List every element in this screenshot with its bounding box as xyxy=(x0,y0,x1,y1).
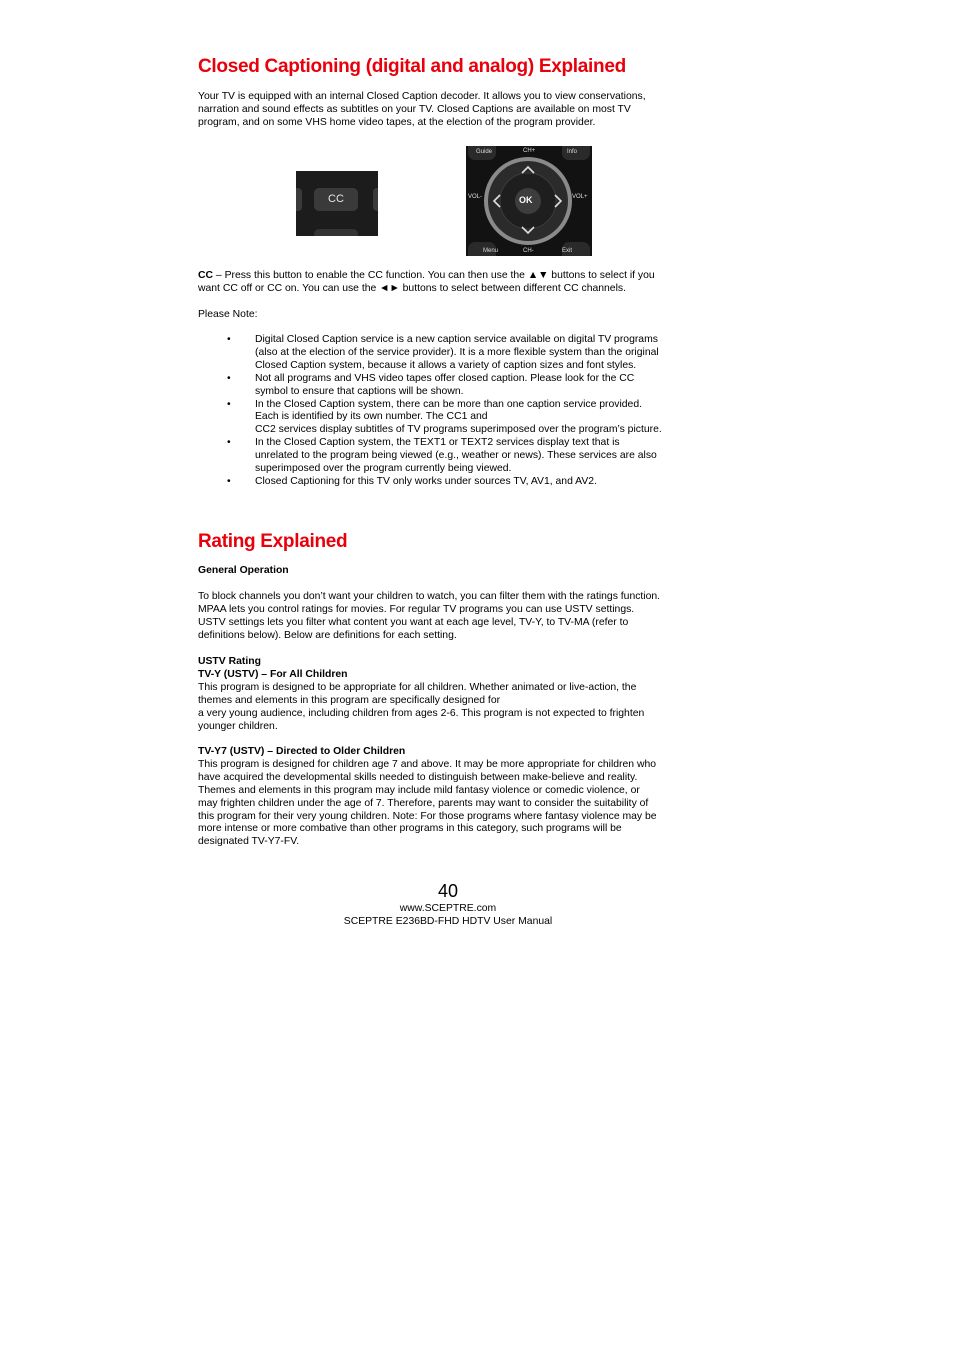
text-line: Digital Closed Caption service is a new caption service available on digital TV programs xyxy=(255,334,658,345)
remote-dpad-image xyxy=(466,146,592,256)
text-line: CC2 services display subtitles of TV programs superimposed over the program’s picture. xyxy=(255,424,662,436)
text-line: narration and sound effects as subtitles on your TV. Closed Captions are available on most TV xyxy=(198,103,631,115)
remote-cc-button-image xyxy=(296,171,378,236)
bullet-icon: • xyxy=(227,475,231,487)
vol-up-label: VOL+ xyxy=(572,194,588,200)
bullet-icon: • xyxy=(227,398,231,410)
text-line: superimposed over the program currently being viewed. xyxy=(255,463,512,475)
cc-intro-paragraph xyxy=(198,91,708,130)
general-operation-heading: General Operation xyxy=(198,565,289,576)
bullet-icon: • xyxy=(227,334,231,345)
text-line: (also at the election of the service provider). It is a more flexible system than the original xyxy=(255,346,659,358)
text-line: Closed Captioning for this TV only works under sources TV, AV1, and AV2. xyxy=(255,475,597,487)
ch-up-label: CH+ xyxy=(523,148,536,154)
text-line: This program is designed for children age 7 and above. It may be more appropriate for children who xyxy=(198,758,657,770)
text-line: may frighten children under the age of 7. Therefore, parents may want to consider the suitability of xyxy=(198,797,649,809)
list-item xyxy=(198,334,708,373)
remote-key-left-edge xyxy=(296,188,302,211)
text-line: In the Closed Caption system, the TEXT1 or TEXT2 services display text that is xyxy=(255,437,620,449)
text-fragment: – Press this button to enable the CC function. You can then use the ▲▼ buttons to select if you xyxy=(213,270,655,281)
tvy7-heading: TV-Y7 (USTV) – Directed to Older Children xyxy=(198,746,406,757)
text-line: USTV settings lets you filter what content you want at each age level, TV-Y, to TV-MA (refer to xyxy=(198,616,629,628)
ch-down-label: CH- xyxy=(523,248,534,254)
list-item xyxy=(198,399,708,438)
text-line: definitions below). Below are definitions for each setting. xyxy=(198,629,457,641)
text-line: Each is identified by its own number. The CC1 and xyxy=(255,411,488,423)
general-operation-paragraph xyxy=(198,591,708,643)
footer-website: www.SCEPTRE.com xyxy=(399,903,497,914)
text-line: In the Closed Caption system, there can be more than one caption service provided. xyxy=(255,398,642,410)
ustv-rating-heading: USTV Rating xyxy=(198,656,261,667)
text-line: To block channels you don’t want your children to watch, you can filter them with the ratings function. xyxy=(198,591,661,602)
text-line: this program for their very young children. Note: For those programs where fantasy violence may be xyxy=(198,810,657,822)
cc-button-graphic: CC xyxy=(314,188,358,211)
text-line: more intense or more combative than other programs in this category, such programs will be xyxy=(198,823,622,835)
info-label: Info xyxy=(567,149,578,155)
please-note-label: Please Note: xyxy=(198,309,258,320)
cc-term: CC xyxy=(198,270,214,281)
vol-down-label: VOL- xyxy=(468,194,483,200)
cc-description-paragraph xyxy=(198,270,708,296)
text-line: Not all programs and VHS video tapes offer closed caption. Please look for the CC xyxy=(255,372,635,384)
section-title-closed-captioning: Closed Captioning (digital and analog) Explained xyxy=(198,56,626,77)
bullet-icon: • xyxy=(227,372,231,384)
list-item xyxy=(198,373,708,399)
text-line: have acquired the developmental skills needed to distinguish between make-believe and reality. xyxy=(198,771,638,783)
tvy-heading: TV-Y (USTV) – For All Children xyxy=(198,668,348,680)
text-line: Themes and elements in this program may include mild fantasy violence or comedic violence, or xyxy=(198,784,640,796)
guide-label: Guide xyxy=(476,149,493,155)
footer-manual-title: SCEPTRE E236BD-FHD HDTV User Manual xyxy=(343,916,553,927)
menu-label: Menu xyxy=(483,248,499,254)
tvy7-block xyxy=(198,746,708,849)
list-item xyxy=(198,437,708,476)
list-item xyxy=(198,476,708,489)
text-line xyxy=(198,270,708,283)
text-line: program, and on some VHS home video tapes, at the election of the program provider. xyxy=(198,116,596,128)
remote-key-right-edge xyxy=(373,188,378,211)
page-number: 40 xyxy=(437,881,459,901)
remote-key-bottom xyxy=(314,229,358,236)
text-line: want CC off or CC on. You can use the ◄► buttons to select between different CC channels. xyxy=(198,282,626,294)
ok-label: OK xyxy=(519,195,533,205)
section-title-rating: Rating Explained xyxy=(198,531,348,552)
exit-label: Exit xyxy=(562,248,573,254)
text-line: Your TV is equipped with an internal Closed Caption decoder. It allows you to view conservations, xyxy=(198,91,646,102)
text-line: younger children. xyxy=(198,720,278,732)
text-line: This program is designed to be appropriate for all children. Whether animated or live-action, the xyxy=(198,681,637,693)
bullet-icon: • xyxy=(227,437,231,449)
text-line: MPAA lets you control ratings for movies. For regular TV programs you can use USTV settings. xyxy=(198,603,635,615)
text-line: symbol to ensure that captions will be shown. xyxy=(255,385,464,397)
text-line: designated TV-Y7-FV. xyxy=(198,836,300,848)
text-line: a very young audience, including children from ages 2-6. This program is not expected to frighten xyxy=(198,707,645,719)
cc-notes-list xyxy=(198,334,708,489)
tvy-block xyxy=(198,656,708,733)
text-line: themes and elements in this program are specifically designed for xyxy=(198,694,501,706)
text-line: Closed Caption system, because it allows a variety of caption sizes and font styles. xyxy=(255,359,637,371)
text-line: unrelated to the program being viewed (e.g., weather or news). These services are also xyxy=(255,450,657,462)
